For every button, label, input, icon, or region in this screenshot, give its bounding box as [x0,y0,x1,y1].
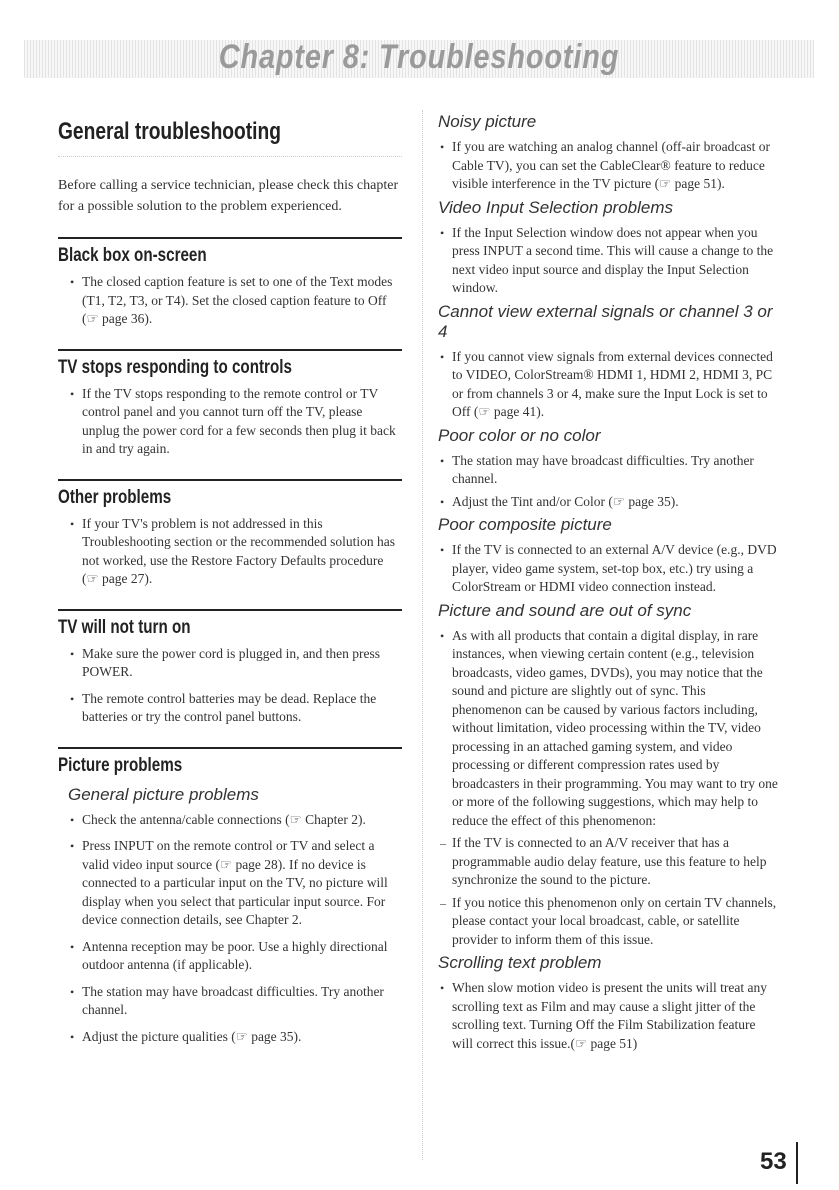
subheading-scrolling: Scrolling text problem [438,953,602,972]
list-item: • Antenna reception may be poor. Use a highly directional outdoor antenna (if applicable). [68,938,402,975]
section-heading-will-not-turn-on: TV will not turn on [58,609,402,639]
page-title: General troubleshooting [58,118,402,157]
section-heading-other: Other problems [58,479,402,509]
list-item: • If the TV stops responding to the remote control or TV control panel and you cannot turn off the TV, please unplug the power cord for a few seconds then plug it back in and try again. [68,385,402,459]
list-sync [438,627,778,831]
chapter-banner [24,40,814,78]
list-item: – If you notice this phenomenon only on certain TV channels, please contact your local broadcast, cable, or satellite provider to inform them of this issue. [438,894,778,950]
list-composite [438,541,778,597]
list-picture [58,811,402,1047]
subheading-poor-color: Poor color or no color [438,425,601,445]
list-item: • If your TV's problem is not addressed in this Troubleshooting section or the recommended solution has not worked, use the Restore Factory Defaults procedure (☞ page 27). [68,515,402,589]
list-item: • Adjust the picture qualities (☞ page 35). [68,1028,402,1047]
intro-paragraph: Before calling a service technician, please check this chapter for a possible solution to the problem experienced. [58,178,399,214]
chapter-title: Chapter 8: Troubleshooting [218,38,620,76]
page-number-bar [796,1142,798,1184]
list-item: • The remote control batteries may be dead. Replace the batteries or try the control panel buttons. [68,690,402,727]
section-heading-picture: Picture problems [58,747,402,777]
list-item: • The closed caption feature is set to one of the Text modes (T1, T2, T3, or T4). Set the closed caption feature to Off (☞ page 36). [68,273,402,329]
list-noisy [438,138,778,194]
list-poor-color [438,452,778,512]
left-column [58,110,402,1054]
subheading-composite: Poor composite picture [438,515,612,534]
list-item: • If you cannot view signals from external devices connected to VIDEO, ColorStream® HDMI 1, HDMI 2, HDMI 3, PC or from channels 3 or 4, make sure the Input Lock is set to Off (☞ page 41). [438,348,778,422]
list-video-input [438,224,778,298]
right-column [438,110,778,1057]
list-item: • Check the antenna/cable connections (☞ Chapter 2). [68,811,402,830]
subheading-video-input: Video Input Selection problems [438,197,674,217]
list-black-box [58,273,402,329]
list-item: – If the TV is connected to an A/V receiver that has a programmable audio delay feature, use this feature to help synchronize the sound to the picture. [438,834,778,890]
list-other [58,515,402,589]
list-item: • When slow motion video is present the units will treat any scrolling text as Film and may cause a slight jitter of the scrolling text. Turning Off the Film Stabilization feature will correct this issue.(☞ page 51) [438,979,778,1053]
list-scrolling [438,979,778,1053]
list-item: • Press INPUT on the remote control or TV and select a valid video input source (☞ page 28). If no device is connected to a particular input on the TV, no picture will display when you select that particular input source. For device connection details, see Chapter 2. [68,837,402,930]
subheading-sync: Picture and sound are out of sync [438,600,692,620]
list-item: • The station may have broadcast difficulties. Try another channel. [68,983,402,1020]
section-heading-black-box: Black box on-screen [58,237,402,267]
column-divider [422,110,423,1160]
list-item: • If the Input Selection window does not appear when you press INPUT a second time. This will cause a change to the next video input source and display the Input Selection window. [438,224,778,298]
list-item: • If the TV is connected to an external A/V device (e.g., DVD player, video game system, set-top box, etc.) try using a ColorStream or HDMI video connection instead. [438,541,778,597]
list-sync-suggestions [438,834,778,949]
list-cannot-view [438,348,778,422]
subheading-general-picture: General picture problems [68,784,259,804]
section-heading-tv-stops: TV stops responding to controls [58,349,402,379]
list-item: • If you are watching an analog channel (off-air broadcast or Cable TV), you can set the CableClear® feature to reduce visible interference in the TV picture (☞ page 51). [438,138,778,194]
list-item: • Make sure the power cord is plugged in, and then press POWER. [68,645,402,682]
list-item: • Adjust the Tint and/or Color (☞ page 35). [438,493,778,512]
page-number: 53 [760,1148,787,1175]
subheading-cannot-view: Cannot view external signals or channel 3 or 4 [438,301,773,341]
list-will-not-turn-on [58,645,402,727]
list-item: • The station may have broadcast difficulties. Try another channel. [438,452,778,489]
list-tv-stops [58,385,402,459]
list-item: • As with all products that contain a digital display, in rare instances, when viewing certain content (e.g., television broadcasts, video games, DVDs), you may notice that the sound and picture are slightly out of sync. This phenomenon can be caused by various factors including, without limitation, video processing within the TV, video processing in an attached gaming system, and video processing or different compression rates used by broadcasters in their programming. You may want to try one or more of the following suggestions, which may help to reduce the effect of this phenomenon: [438,627,778,831]
subheading-noisy: Noisy picture [438,112,537,131]
